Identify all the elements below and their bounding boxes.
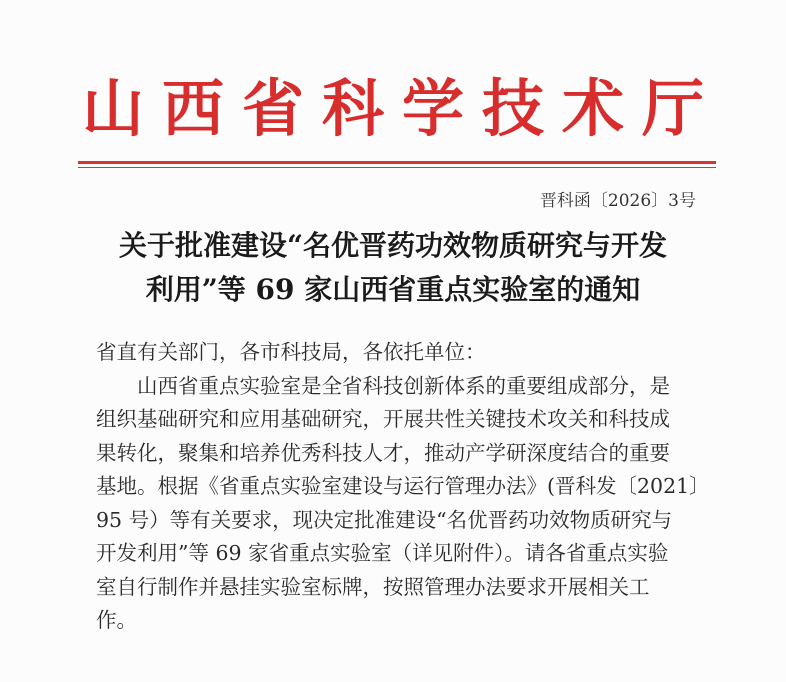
body-line: 基地。根据《省重点实验室建设与运行管理办法》(晋科发〔2021〕 (96, 474, 710, 498)
document-title-line-1: 关于批准建设“名优晋药功效物质研究与开发 (118, 229, 668, 262)
document-number: 晋科函〔2026〕3号 (539, 191, 696, 211)
document-body (96, 336, 710, 638)
document-title-line-2: 利用”等 69 家山西省重点实验室的通知 (145, 273, 641, 306)
letterhead-org-name: 山西省科学技术厅 (81, 72, 722, 145)
salutation: 省直有关部门，各市科技局，各依托单位： (96, 340, 486, 364)
body-line: 95 号）等有关要求，现决定批准建设“名优晋药功效物质研究与 (96, 507, 673, 532)
letterhead-red-rule-thin (78, 167, 716, 168)
body-line: 室自行制作并悬挂实验室标牌，按照管理办法要求开展相关工 (96, 574, 650, 599)
body-line: 组织基础研究和应用基础研究，开展共性关键技术攻关和科技成 (96, 407, 670, 431)
body-line: 果转化，聚集和培养优秀科技人才，推动产学研深度结合的重要 (96, 440, 670, 465)
document-title (60, 224, 726, 312)
body-line: 作。 (96, 608, 137, 632)
letterhead-red-rule-thick (78, 161, 716, 164)
body-line: 山西省重点实验室是全省科技创新体系的重要组成部分，是 (137, 373, 670, 398)
body-line: 开发利用”等 69 家省重点实验室（详见附件）。请各省重点实验 (96, 541, 669, 565)
